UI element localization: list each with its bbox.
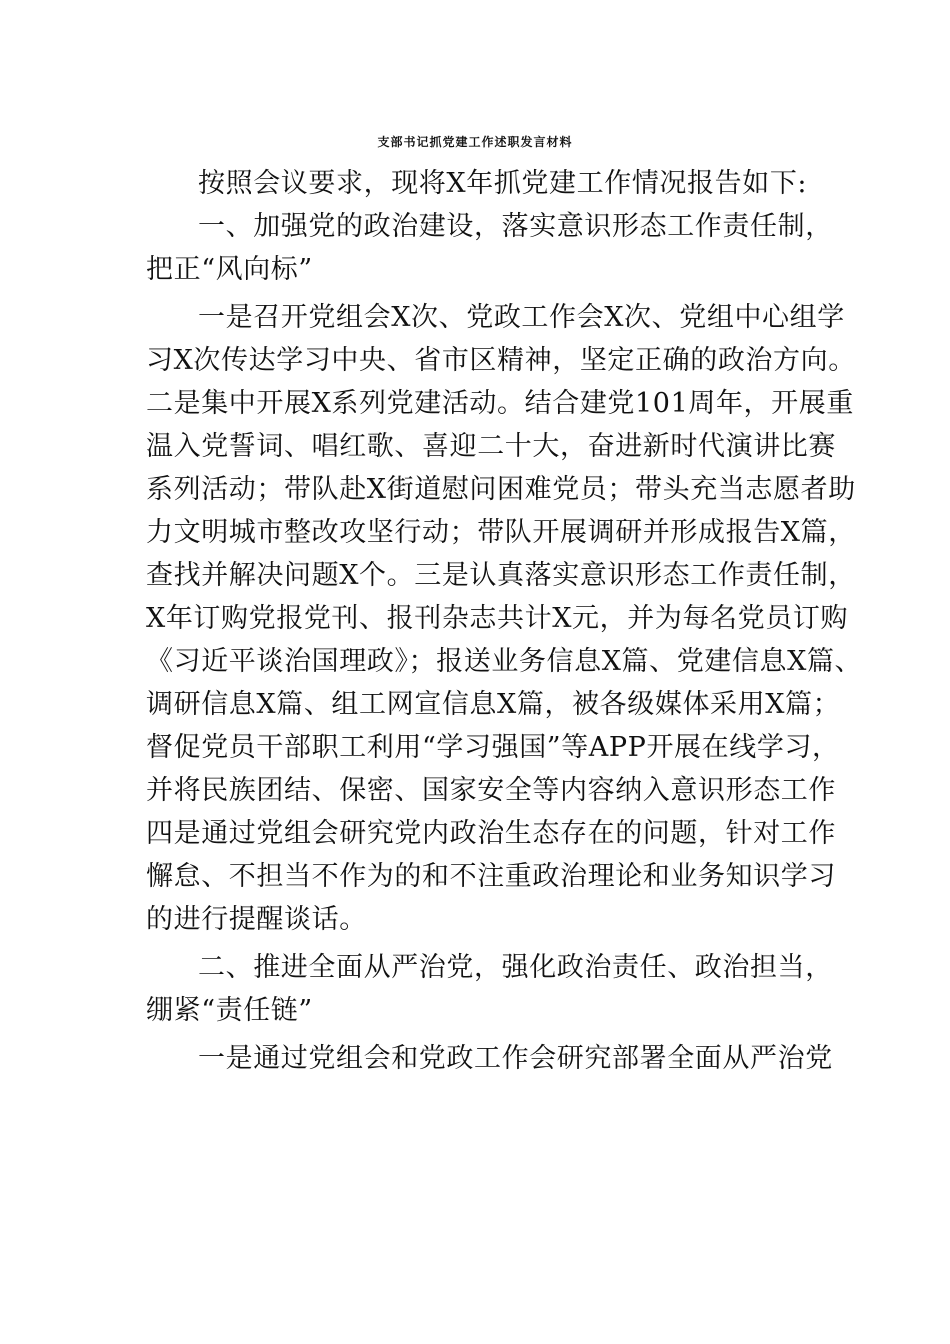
section-heading-line: 一、加强党的政治建设，落实意识形态工作责任制， — [198, 211, 833, 242]
paragraph-line: 调研信息X篇、组工网宣信息X篇，被各级媒体采用X篇； — [146, 689, 841, 720]
section-heading-line: 绷紧“责任链” — [146, 995, 313, 1026]
paragraph-line: 督促党员干部职工利用“学习强国”等APP开展在线学习， — [146, 732, 840, 763]
paragraph-line: 并将民族团结、保密、国家安全等内容纳入意识形态工作 — [146, 775, 836, 806]
paragraph-line: 一是通过党组会和党政工作会研究部署全面从严治党 — [198, 1043, 833, 1074]
section-heading-line: 二、推进全面从严治党，强化政治责任、政治担当， — [198, 952, 833, 983]
paragraph-line: 一是召开党组会X次、党政工作会X次、党组中心组学 — [198, 302, 845, 333]
paragraph-line: X年订购党报党刊、报刊杂志共计X元，并为每名党员订购 — [146, 603, 849, 634]
paragraph-line: 系列活动；带队赴X街道慰问困难党员；带头充当志愿者助 — [146, 474, 856, 505]
paragraph-line: 的进行提醒谈话。 — [146, 904, 367, 935]
paragraph-line: 按照会议要求，现将X年抓党建工作情况报告如下: — [198, 168, 808, 199]
section-heading-line: 把正“风向标” — [146, 254, 313, 285]
paragraph-line: 习X次传达学习中央、省市区精神，坚定正确的政治方向。 — [146, 345, 856, 376]
paragraph-line: 懈怠、不担当不作为的和不注重政治理论和业务知识学习 — [146, 861, 836, 892]
paragraph-line: 查找并解决问题X个。三是认真落实意识形态工作责任制， — [146, 560, 856, 591]
paragraph-line: 四是通过党组会研究党内政治生态存在的问题，针对工作 — [146, 818, 836, 849]
paragraph-line: 《习近平谈治国理政》；报送业务信息X篇、党建信息X篇、 — [146, 646, 863, 677]
paragraph-line: 力文明城市整改攻坚行动；带队开展调研并形成报告X篇， — [146, 517, 856, 548]
document-title: 支部书记抓党建工作述职发言材料 — [377, 135, 573, 149]
paragraph-line: 二是集中开展X系列党建活动。结合建党101周年，开展重 — [146, 388, 854, 419]
paragraph-line: 温入党誓词、唱红歌、喜迎二十大，奋进新时代演讲比赛 — [146, 431, 836, 462]
